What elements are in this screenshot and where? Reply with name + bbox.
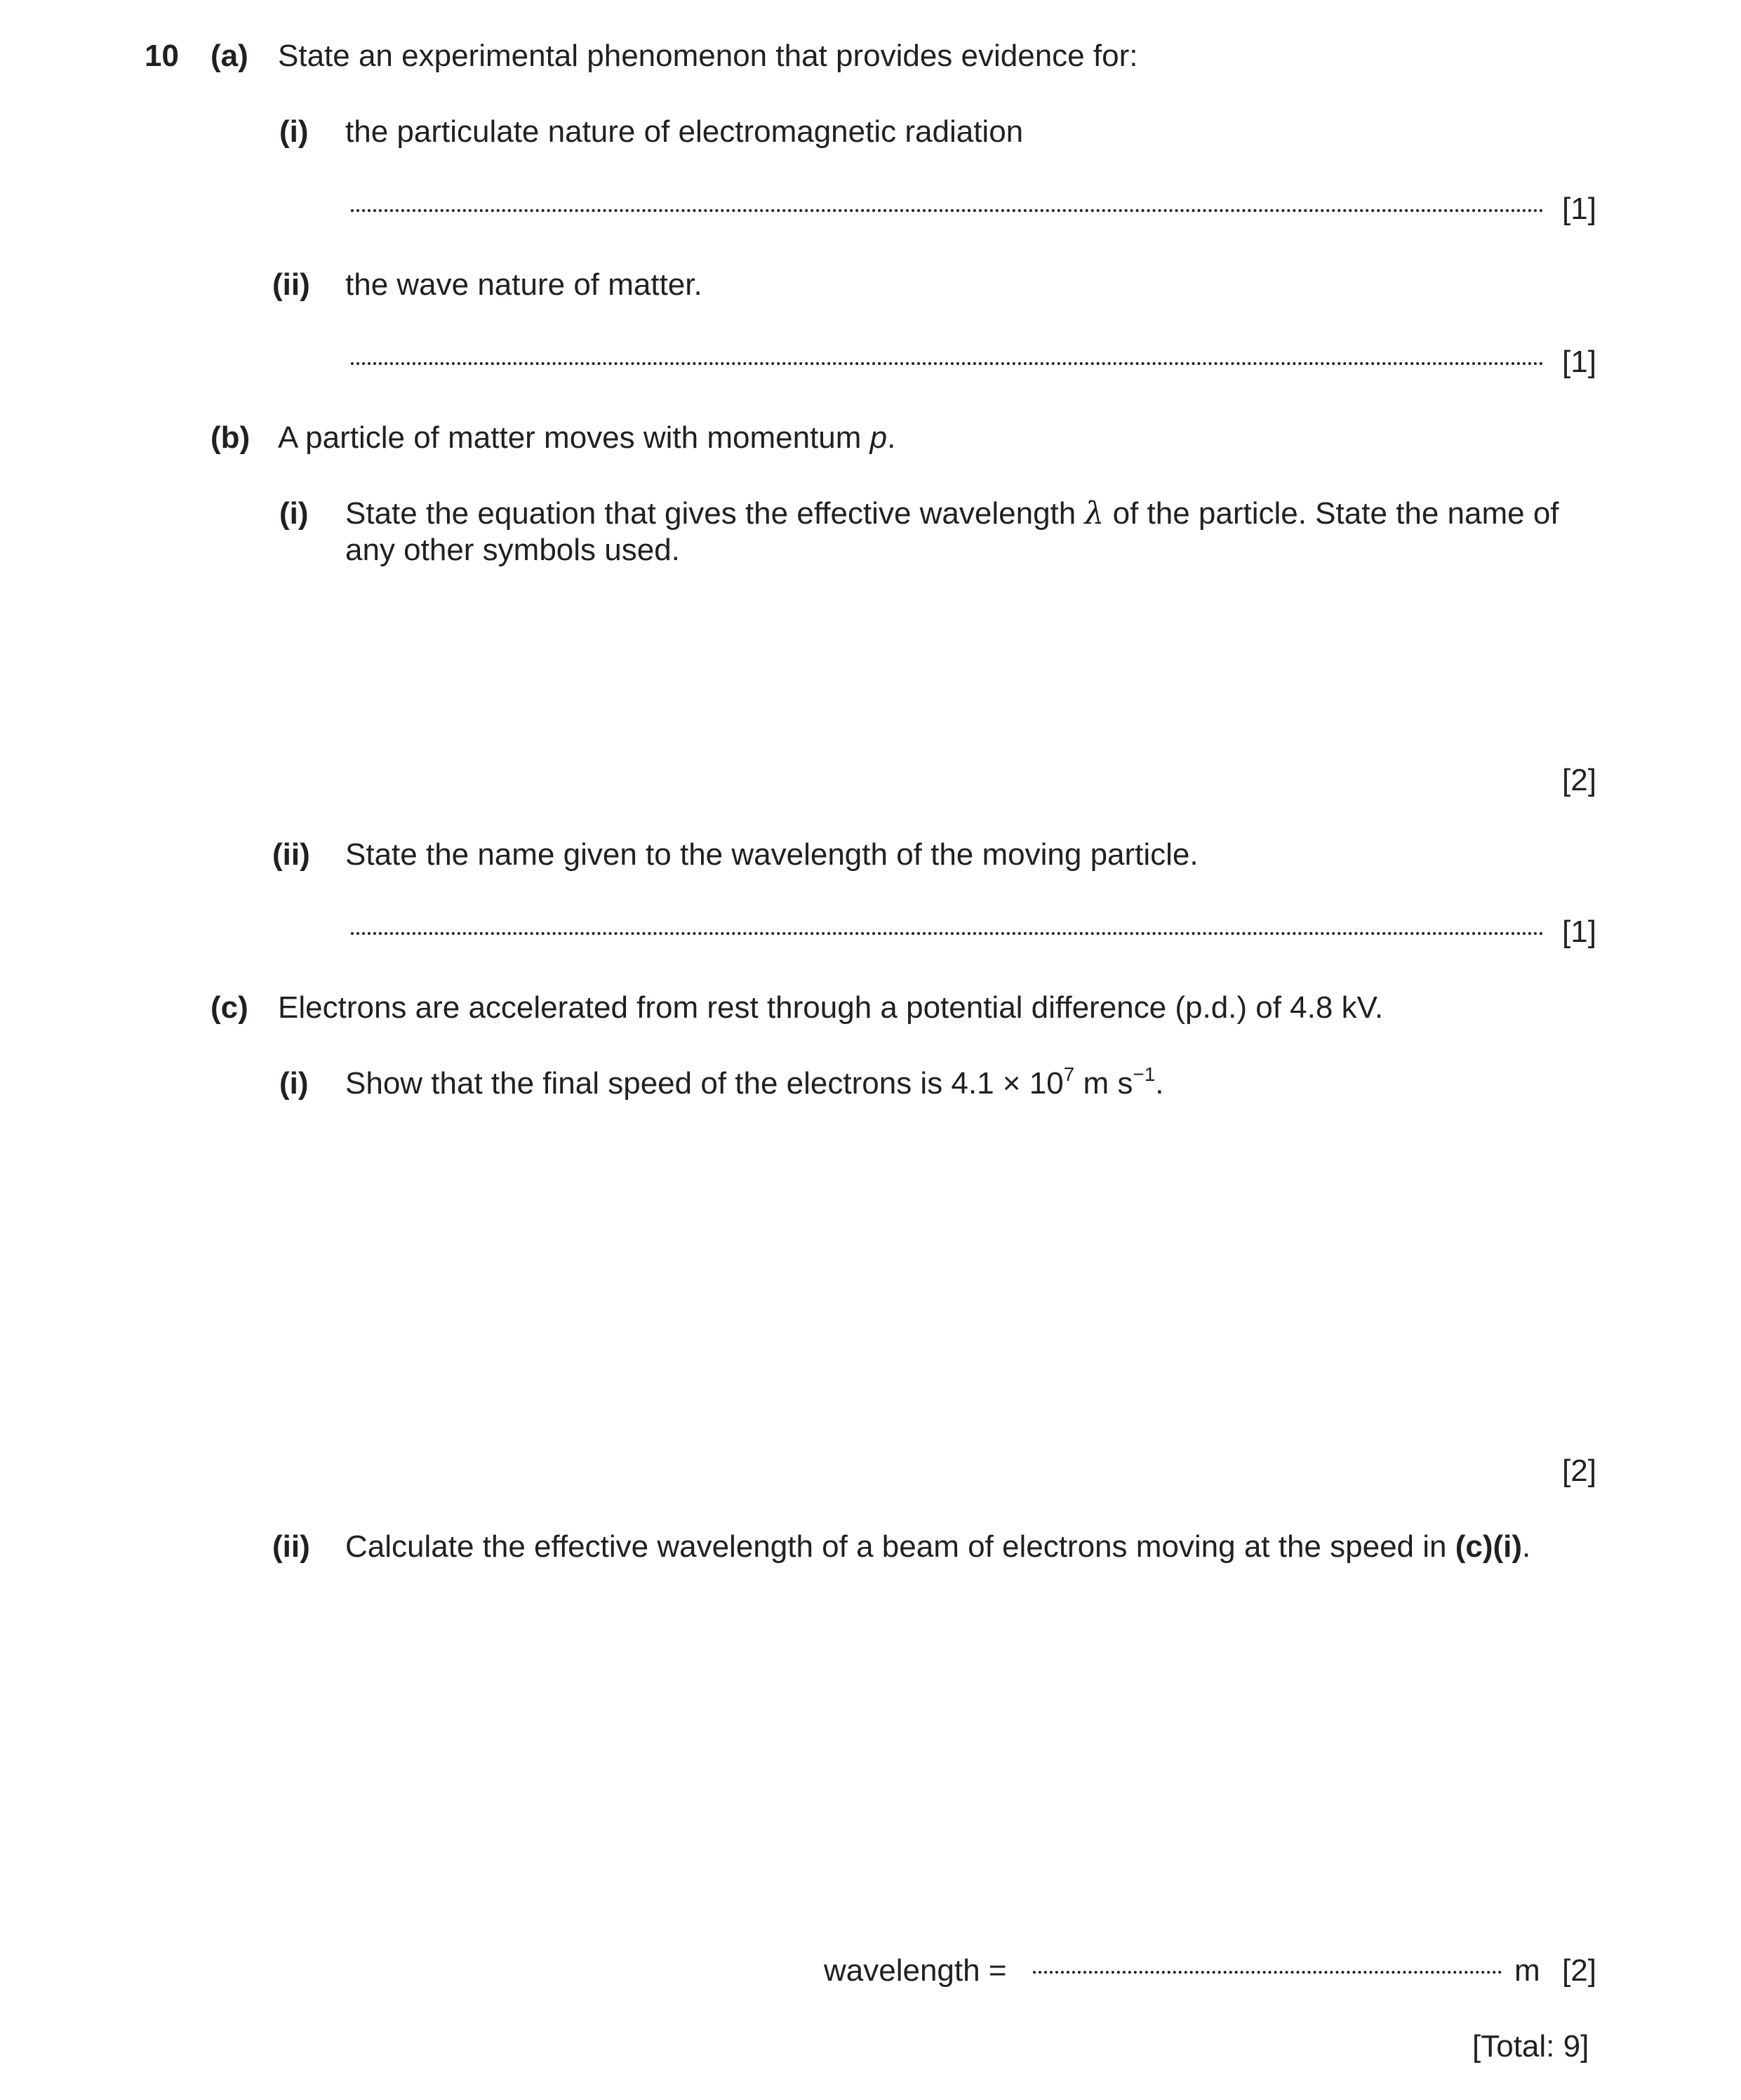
answer-line-b-ii[interactable] xyxy=(351,932,1544,935)
part-c-label: (c) xyxy=(211,990,248,1025)
part-c-i-text xyxy=(345,1063,1164,1101)
part-c-ii-text-prefix: Calculate the effective wavelength of a beam of electrons moving at the speed in xyxy=(345,1529,1455,1564)
symbol-lambda: λ xyxy=(1084,496,1105,531)
part-b-ii-text: State the name given to the wavelength of the moving particle. xyxy=(345,837,1199,872)
part-b-ii-label: (ii) xyxy=(272,837,310,872)
part-b-i-label: (i) xyxy=(279,496,309,531)
answer-space-b-i[interactable] xyxy=(345,583,1566,744)
part-b-text-suffix: . xyxy=(887,420,896,455)
part-b-text xyxy=(278,420,896,455)
part-b-i-line1 xyxy=(345,498,1559,529)
part-a-i-label: (i) xyxy=(279,114,309,149)
part-c-ii-text-suffix: . xyxy=(1522,1529,1531,1564)
exponent-minus-1: −1 xyxy=(1133,1063,1156,1085)
answer-space-c-i[interactable] xyxy=(345,1116,1566,1425)
part-c-ii-label: (ii) xyxy=(272,1529,310,1564)
part-c-ii-text xyxy=(345,1531,1530,1562)
total-marks: [Total: 9] xyxy=(1472,2029,1589,2064)
part-b-i-line2: any other symbols used. xyxy=(345,533,680,567)
part-a-ii-label: (ii) xyxy=(272,267,310,302)
marks-a-ii: [1] xyxy=(1562,345,1596,379)
part-c-ii-ref: (c)(i) xyxy=(1455,1529,1523,1564)
exponent-7: 7 xyxy=(1063,1063,1075,1085)
part-b-i-line1-prefix: State the equation that gives the effective wavelength xyxy=(345,496,1085,531)
part-b-label: (b) xyxy=(211,420,251,455)
wavelength-unit: m xyxy=(1514,1953,1540,1988)
part-a-text: State an experimental phenomenon that provides evidence for: xyxy=(278,39,1138,73)
wavelength-label: wavelength = xyxy=(824,1953,1007,1988)
unit-m-s: m s xyxy=(1074,1066,1133,1101)
marks-b-ii: [1] xyxy=(1562,915,1596,949)
part-c-text: Electrons are accelerated from rest through a potential difference (p.d.) of 4.8 kV. xyxy=(278,990,1384,1025)
part-a-ii-text: the wave nature of matter. xyxy=(345,267,702,302)
part-b-text-prefix: A particle of matter moves with momentum xyxy=(278,420,870,455)
answer-line-a-ii[interactable] xyxy=(351,362,1544,365)
part-a-label: (a) xyxy=(211,39,248,73)
working-space-c-ii[interactable] xyxy=(345,1579,1566,1909)
part-a-i-text: the particulate nature of electromagnetic radiation xyxy=(345,114,1024,149)
marks-c-i: [2] xyxy=(1562,1454,1596,1488)
marks-a-i: [1] xyxy=(1562,192,1596,226)
marks-b-i: [2] xyxy=(1562,763,1596,797)
part-c-i-text-prefix: Show that the final speed of the electrons is 4.1 × 10 xyxy=(345,1066,1064,1101)
part-c-i-label: (i) xyxy=(279,1066,309,1101)
answer-line-a-i[interactable] xyxy=(351,209,1544,212)
part-b-i-line1-suffix: of the particle. State the name of xyxy=(1104,496,1559,531)
symbol-p: p xyxy=(869,420,888,455)
marks-c-ii: [2] xyxy=(1562,1953,1596,1988)
question-number: 10 xyxy=(145,39,179,73)
part-c-i-text-suffix: . xyxy=(1155,1066,1164,1101)
wavelength-answer-field[interactable] xyxy=(1033,1971,1502,1974)
